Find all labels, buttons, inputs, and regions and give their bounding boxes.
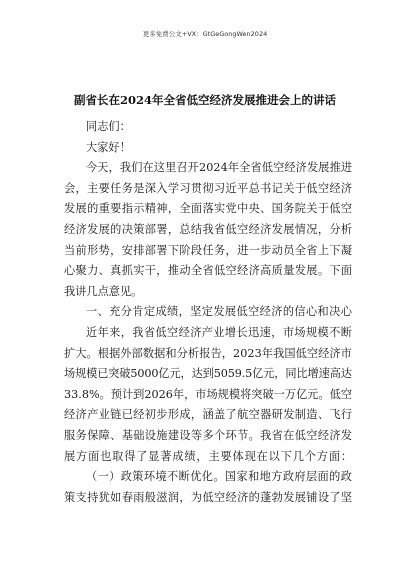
- body-line: 发展的重要指示精神，全面落实党中央、国务院关于低空: [64, 202, 353, 216]
- body-line: 经济发展的决策部署，总结我省低空经济发展情况，分析: [64, 222, 353, 236]
- body-line: 会，主要任务是深入学习贯彻习近平总书记关于低空经济: [64, 181, 353, 195]
- body-line: 33.8%。预计到2026年，市场规模将突破一万亿元。低空: [64, 387, 353, 401]
- body-line: 展方面也取得了显著成绩，主要体现在以下几个方面：: [64, 449, 353, 463]
- body-line: 策支持犹如春雨般滋润，为低空经济的蓬勃发展铺设了坚: [64, 490, 353, 504]
- document-body: [64, 117, 352, 508]
- document-title: 副省长在2024年全省低空经济发展推进会上的讲话: [73, 93, 336, 107]
- body-line: 场规模已突破5000亿元，达到5059.5亿元，同比增速高达: [64, 367, 352, 381]
- body-line: 今天，我们在这里召开2024年全省低空经济发展推进: [86, 161, 353, 175]
- body-line: 我讲几点意见。: [64, 284, 143, 298]
- body-line: 当前形势，安排部署下阶段任务，进一步动员全省上下凝: [64, 243, 353, 257]
- body-line: 扩大。根据外部数据和分析报告，2023年我国低空经济市: [64, 346, 352, 360]
- body-line: 大家好！: [86, 140, 131, 154]
- header-note: 更多免费公文+VX：GtGeGongWen2024: [142, 30, 268, 38]
- body-line: 同志们：: [86, 120, 131, 133]
- body-line: 一、充分肯定成绩，坚定发展低空经济的信心和决心: [86, 305, 353, 319]
- body-line: 经济产业链已经初步形成，涵盖了航空器研发制造、飞行: [64, 408, 353, 422]
- body-line: 近年来，我省低空经济产业增长迅速，市场规模不断: [86, 325, 353, 339]
- body-line: 服务保障、基础设施建设等多个环节。我省在低空经济发: [64, 428, 353, 442]
- body-line: 心聚力、真抓实干，推动全省低空经济高质量发展。下面: [64, 264, 353, 278]
- body-line: （一）政策环境不断优化。国家和地方政府层面的政: [86, 470, 353, 484]
